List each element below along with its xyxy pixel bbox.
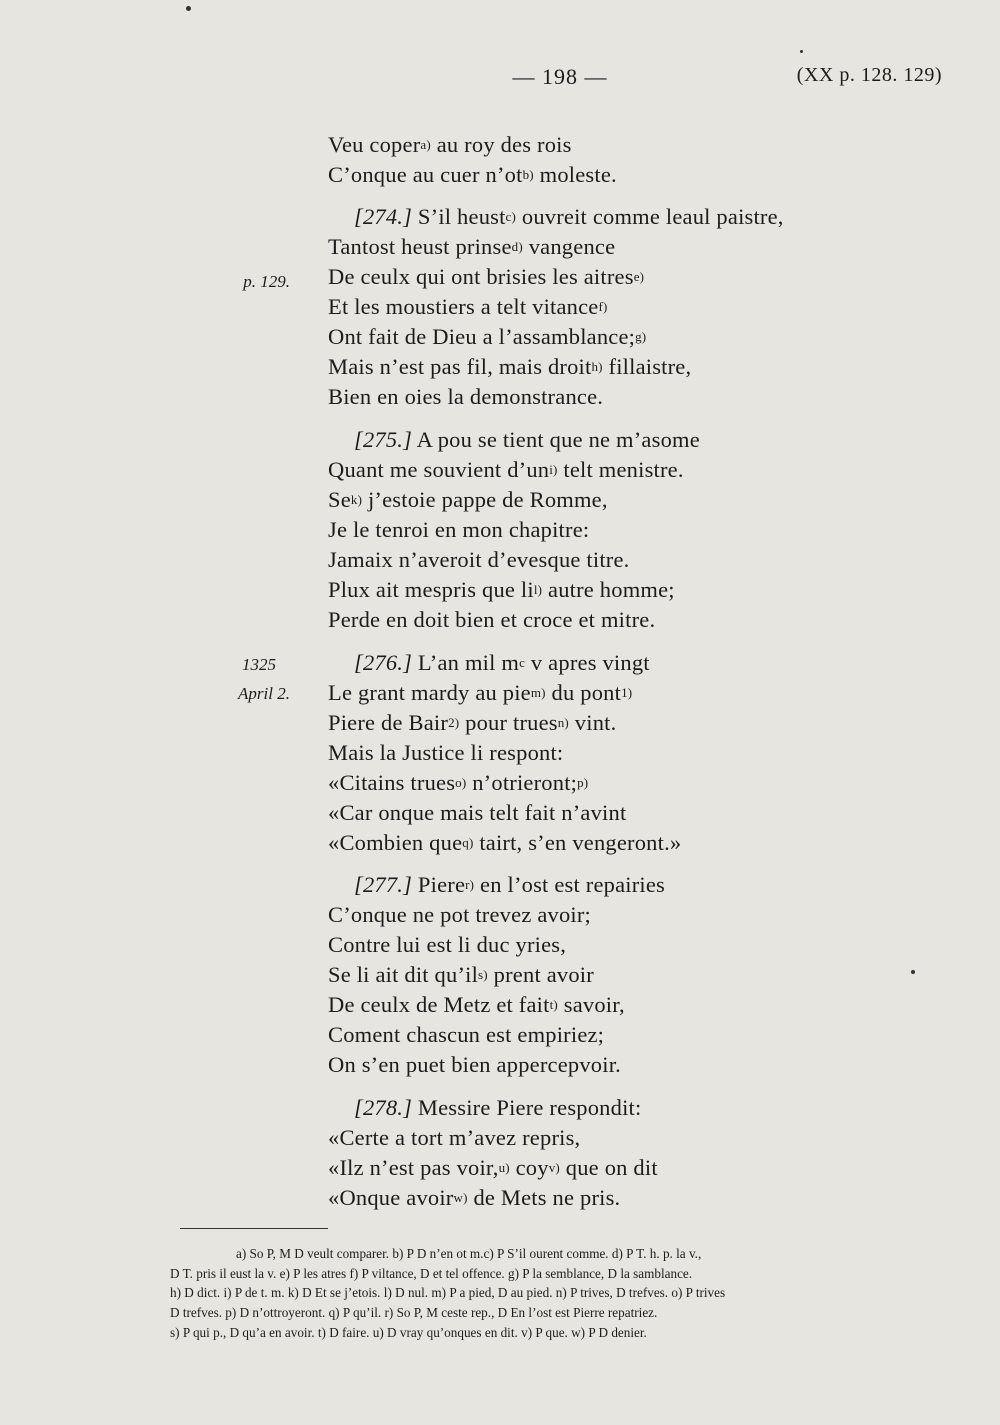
verse-line: Tantost heust prinse$^{d)}$ vangence xyxy=(328,234,616,259)
ink-speck xyxy=(911,970,915,974)
verse-line: Veu coper$^{a)}$ au roy des rois xyxy=(328,132,572,157)
stanza-278 xyxy=(328,1093,658,1213)
verse-line: Mais n’est pas fil, mais droit$^{h)}$ fillaistre, xyxy=(328,354,692,379)
verse-line: Se$^{k)}$ j’estoie pappe de Romme, xyxy=(328,487,608,512)
margin-year: 1325 xyxy=(242,655,276,674)
footnote-line: s) P qui p., D qu’a en avoir. t) D faire. u) D vray qu’onques en dit. v) P que. w) P D denier. xyxy=(170,1324,647,1340)
verse-line: [277.] Piere$^{r)}$ en l’ost est repairies xyxy=(354,872,666,897)
footnote-line: D T. pris il eust la v. e) P les atres f) P viltance, D et tel offence. g) P la semblance, D la samblance. xyxy=(170,1265,693,1281)
footnote-line: D trefves. p) D n’ottroyeront. q) P qu’il. r) So P, M ceste rep., D En l’ost est Pierre repatriez. xyxy=(170,1305,658,1321)
footnotes xyxy=(170,1244,950,1343)
verse-line: «Citains trues$^{o)}$ n’otrieront;$^{p)}$ xyxy=(328,770,589,795)
margin-date: April 2. xyxy=(238,684,290,703)
verse-line: Piere de Bair$^{2)}$ pour trues$^{n)}$ vint. xyxy=(328,710,617,735)
verse-line: [278.] Messire Piere respondit: xyxy=(354,1095,642,1120)
verse-line: On s’en puet bien appercepvoir. xyxy=(328,1052,621,1077)
verse-line: «Ilz n’est pas voir,$^{u)}$ coy$^{v)}$ que on dit xyxy=(328,1155,658,1180)
verse-line: Je le tenroi en mon chapitre: xyxy=(328,517,590,542)
verse-line: [275.] A pou se tient que ne m’asome xyxy=(354,427,700,452)
verse-line: De ceulx de Metz et fait$^{t)}$ savoir, xyxy=(328,992,625,1017)
stanza-number: [275.] xyxy=(354,427,413,452)
verse-line: [276.] L’an mil $m^c$ v apres vingt xyxy=(354,650,650,675)
source-reference: (XX p. 128. 129) xyxy=(796,64,942,86)
verse-line: Jamaix n’averoit d’evesque titre. xyxy=(328,547,630,572)
margin-page-ref: p. 129. xyxy=(243,272,290,291)
verse-line: Mais la Justice li respont: xyxy=(328,740,564,765)
stanza-275 xyxy=(328,425,700,635)
page-number: — 198 — xyxy=(512,64,608,89)
verse-line: «Combien que$^{q)}$ tairt, s’en vengeront.» xyxy=(328,830,682,855)
stanza-274 xyxy=(328,202,784,412)
ink-speck xyxy=(186,6,191,11)
stanza-277 xyxy=(328,870,665,1080)
verse-line: Contre lui est li duc yries, xyxy=(328,932,567,957)
footnote-divider xyxy=(180,1228,328,1229)
verse-line: Et les moustiers a telt vitance$^{f)}$ xyxy=(328,294,608,319)
verse-line: Se li ait dit $qu’il^{s)}$ prent avoir xyxy=(328,962,594,987)
verse-line: C’onque au cuer $n’ot^{b)}$ moleste. xyxy=(328,162,617,187)
verse-line: Coment chascun est empiriez; xyxy=(328,1022,605,1047)
verse-line: Plux ait mespris que $li^{l)}$ autre homme; xyxy=(328,577,675,602)
verse-line: Le grant mardy au pie$^{m)}$ du pont$^{1)}$ xyxy=(328,680,633,705)
verse-line: Quant me souvient $d’un^{i)}$ telt menistre. xyxy=(328,457,684,482)
ink-speck xyxy=(800,50,803,53)
stanza-number: [278.] xyxy=(354,1095,413,1120)
verse-line: De ceulx qui ont brisies les aitres$^{e)}$ xyxy=(328,264,645,289)
verse-line: Bien en oies la demonstrance. xyxy=(328,384,604,409)
footnote-line: h) D dict. i) P de t. m. k) D Et se j’etois. l) D nul. m) P a pied, D au pied. n) P trives, D trefves. o) P trives xyxy=(170,1285,726,1301)
verse-line: [274.] S’il heust$^{c)}$ ouvreit comme leaul paistre, xyxy=(354,204,784,229)
stanza-number: [274.] xyxy=(354,204,413,229)
stanza-number: [276.] xyxy=(354,650,413,675)
verse-line: Ont fait de Dieu a l’assamblance;$^{g)}$ xyxy=(328,324,647,349)
stanza-number: [277.] xyxy=(354,872,413,897)
verse-line: Perde en doit bien et croce et mitre. xyxy=(328,607,656,632)
verse-line: «Certe a tort m’avez repris, xyxy=(328,1125,581,1150)
stanza-continuation xyxy=(328,130,617,190)
stanza-276 xyxy=(328,648,681,858)
verse-line: «Car onque mais telt fait n’avint xyxy=(328,800,627,825)
verse-line: C’onque ne pot trevez avoir; xyxy=(328,902,592,927)
footnote-line: a) So P, M D veult comparer. b) P D n’en ot m.c) P S’il ourent comme. d) P T. h. p. la v., xyxy=(236,1246,702,1261)
verse-line: «Onque avoir$^{w)}$ de Mets ne pris. xyxy=(328,1185,621,1210)
